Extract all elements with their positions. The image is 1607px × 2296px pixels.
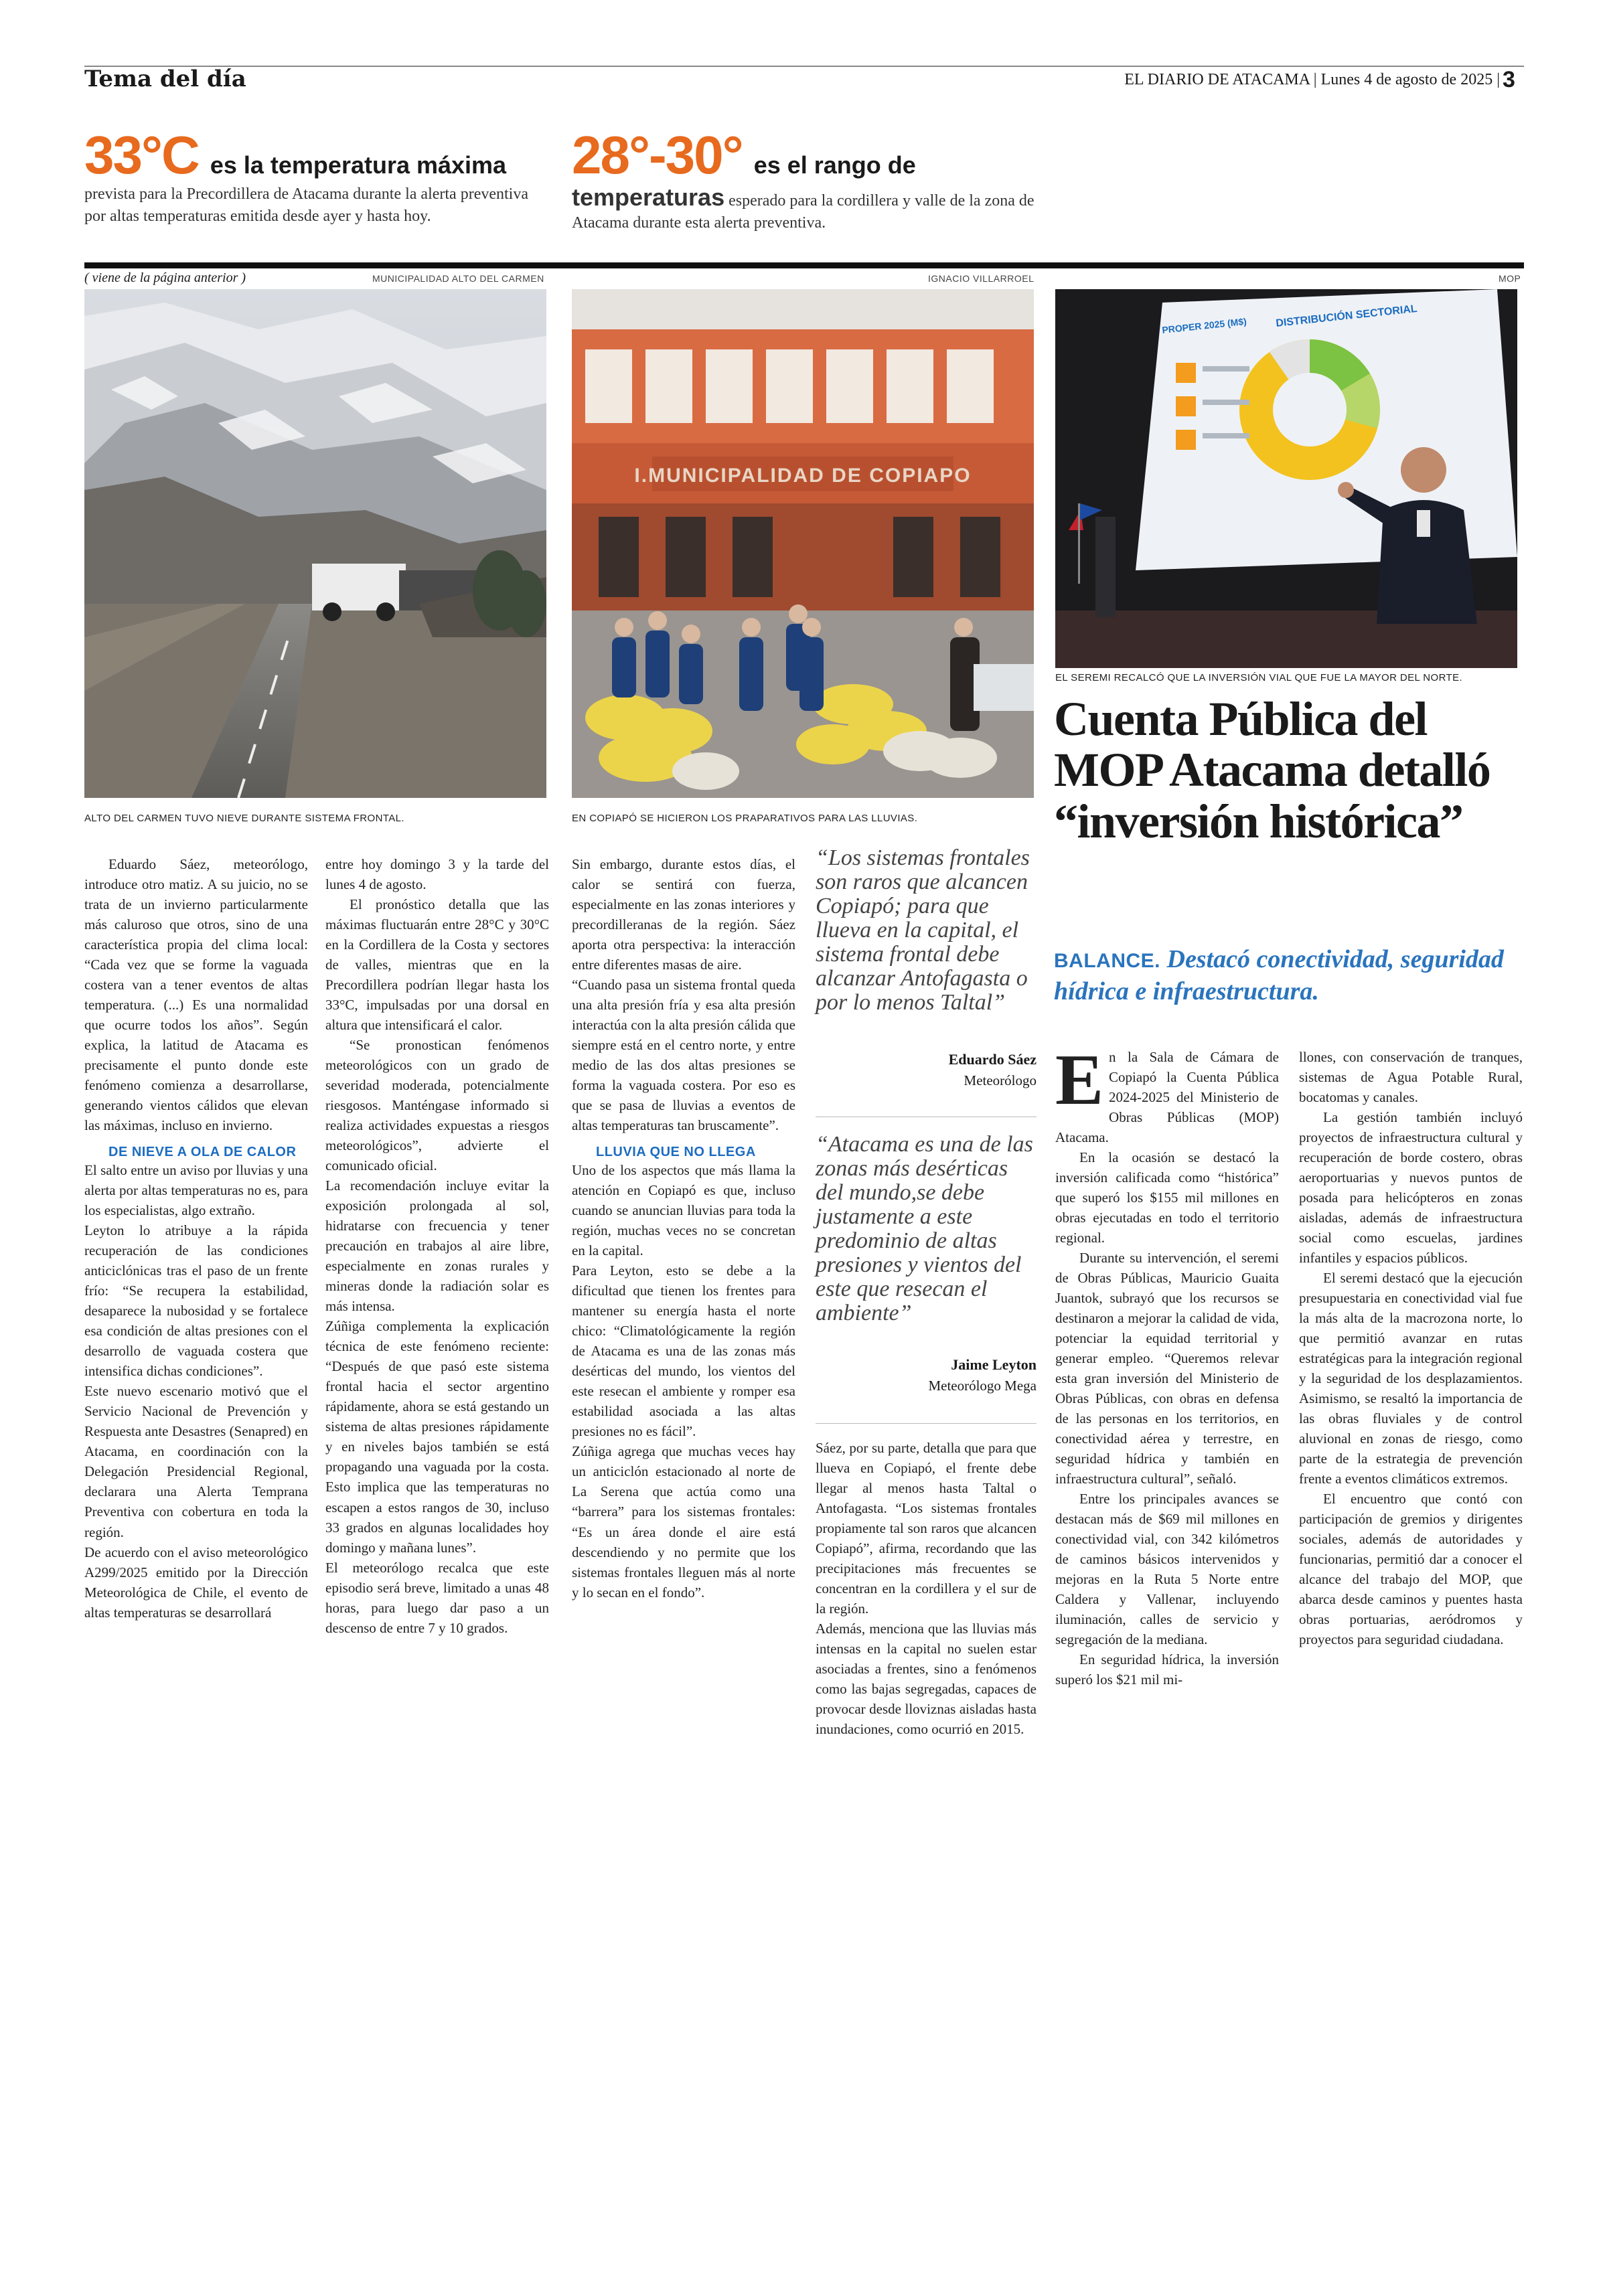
paragraph: En la ocasión se destacó la inversión calificada como “histórica” que superó los $155 mil millones en obras ejecutadas en todo el territorio regional. xyxy=(1055,1149,1279,1246)
mop-col-1 xyxy=(1055,1040,1279,1690)
slide-brand: PROPER 2025 (M$) xyxy=(1161,315,1247,335)
page-number: 3 xyxy=(1503,67,1515,92)
photo-mop-presentation xyxy=(1055,289,1517,668)
stat-text xyxy=(572,183,1041,234)
photo-credit: IGNACIO VILLARROEL xyxy=(928,273,1035,284)
stat-text-body: esperado para la cordillera y valle de la zona de Atacama durante esta alerta preventiva. xyxy=(572,192,1035,232)
paragraph: Zúñiga agrega que muchas veces hay un anticiclón estacionado al norte de La Serena que actúa como una “barrera” para los sistemas frontales: “Es un área donde el aire está descendiendo y no permite que los sistemas frontales lleguen más al norte y lo secan en el fondo”. xyxy=(572,1443,795,1601)
photo-caption: EL SEREMI RECALCÓ QUE LA INVERSIÓN VIAL QUE FUE LA MAYOR DEL NORTE. xyxy=(1055,672,1463,683)
stat-lead: es la temperatura máxima xyxy=(210,151,507,179)
paragraph: Leyton lo atribuye a la rápida recuperación de las condiciones anticiclónicas tras el paso de un frente frío: “Se recupera la estabilidad, desaparece la nubosidad y se fortalece esa condición de altas presiones con el desarrollo de vaguada costera que intensifica dichas condiciones”. xyxy=(84,1222,308,1380)
paragraph: El meteorólogo recalca que este episodio será breve, limitado a unas 48 horas, para luego dar paso a un descenso de entre 7 y 10 grados. xyxy=(325,1559,549,1636)
paragraph: Eduardo Sáez, meteorólogo, introduce otro matiz. A su juicio, no se trata de un invierno particularmente más caluroso que otros, sino de una característica propia del clima local: “Cada vez que se forme la vaguada costera van a tener eventos de altas temperatura. (...) Es una normalidad que ocurre todos los años”. Según explica, la latitud de Atacama es precisamente el punto donde este fenómeno comienza a desarrollarse, generando vientos cálidos que elevan las máximas, incluso en invierno. xyxy=(84,856,308,1134)
continued-note: ( viene de la página anterior ) xyxy=(84,270,246,285)
article-col-1 xyxy=(84,854,308,1623)
paragraph: entre hoy domingo 3 y la tarde del lunes 4 de agosto. xyxy=(325,856,549,893)
slide-title: DISTRIBUCIÓN SECTORIAL xyxy=(1275,303,1418,329)
paragraph: Zúñiga complementa la explicación técnica de este fenómeno reciente: “Después de que pasó este sistema frontal hacia el sector argentino rápidamente, ahora se está gestando un sistema de altas presiones rápidamente y en niveles bajos también se está propagando una vaguada por la costa. Esto implica que las temperaturas no escapen a estos rangos de 30, incluso 33 grados en algunas localidades hoy domingo y mañana lunes”. xyxy=(325,1318,549,1556)
header-rule xyxy=(84,66,1524,67)
photo-municipality xyxy=(572,289,1034,798)
subhead-lluvia: LLUVIA QUE NO LLEGA xyxy=(596,1145,756,1160)
paragraph: El seremi destacó que la ejecución presupuestaria en conectividad vial fue la más alta de la macrozona norte, lo que permitió avanzar en rutas estratégicas para la integración regional y la seguridad de los desplazamientos. Asimismo, se resaltó la importancia de las obras fluviales y de control aluvional en zonas de riesgo, como parte de la estrategia de prevención frente a eventos climáticos extremos. xyxy=(1299,1270,1523,1487)
municipality-sign: I.MUNICIPALIDAD DE COPIAPO xyxy=(634,465,972,487)
paragraph: Entre los principales avances se destacan más de $69 mil millones en conectividad vial, con 342 kilómetros de caminos básicos intervenidos y mejoras en la Ruta 5 Norte entre Caldera y Vallenar, incluyendo iluminación, calles de servicio y segregación de la mediana. xyxy=(1055,1491,1279,1648)
paragraph-lead xyxy=(1055,1040,1279,1147)
paragraph: Para Leyton, esto se debe a la dificultad que tienen los frentes para mantener su energía hasta el norte chico: “Climatológicamente la región de Atacama es una de las zonas más desérticas del mundo, los vientos del este resecan el ambiente y romper esa estabilidad asociada a las altas presiones no es fácil”. xyxy=(572,1262,795,1440)
paragraph: La recomendación incluye evitar la exposición prolongada al sol, hidratarse con frecuencia y tener precaución en trabajos al aire libre, especialmente en zonas rurales y mineras donde la radiación solar es más intensa. xyxy=(325,1177,549,1315)
stat-temp-range xyxy=(572,125,1041,234)
stat-value: 28°-30° xyxy=(572,125,743,185)
photo-credit: MOP xyxy=(1499,273,1521,284)
paragraph: El salto entre un aviso por lluvias y una alerta por altas temperaturas no es, para los especialistas, algo extraño. xyxy=(84,1162,308,1219)
paragraph: “Se pronostican fenómenos meteorológicos con un grado de severidad moderada, potencialmente riesgosos. Manténgase informado si realiza actividades expuestas a riesgos meteorológicos”, advierte el comunicado oficial. xyxy=(325,1037,549,1174)
mop-col-2 xyxy=(1299,1047,1523,1649)
quote-author: Jaime Leyton xyxy=(951,1356,1037,1373)
quote-author: Eduardo Sáez xyxy=(948,1051,1037,1068)
pull-quote-leyton: “Atacama es una de las zonas más desérticas del mundo,se debe justamente a este predominio de altas presiones y vientos del este que resecan el ambiente” xyxy=(816,1132,1033,1326)
lead-text: n la Sala de Cámara de Copiapó la Cuenta Pública 2024-2025 del Ministerio de Obras Públicas (MOP) Atacama. xyxy=(1055,1049,1279,1146)
stat-lead: es el rango de xyxy=(753,151,916,179)
mop-deck xyxy=(1054,944,1523,1007)
subhead-nieve: DE NIEVE A OLA DE CALOR xyxy=(108,1145,297,1160)
quote-role: Meteorólogo xyxy=(964,1072,1037,1088)
section-label: Tema del día xyxy=(84,66,246,92)
deck-tag: BALANCE. xyxy=(1054,950,1160,972)
paragraph: llones, con conservación de tranques, sistemas de Agua Potable Rural, bocatomas y canales. xyxy=(1299,1049,1523,1106)
paragraph: La gestión también incluyó proyectos de infraestructura cultural y recuperación de borde costero, obras aeroportuarias y nuevos puntos de posada para helicópteros en zonas aisladas, además de infraestructura social como escuelas, jardines infantiles y espacios públicos. xyxy=(1299,1109,1523,1266)
paragraph: Uno de los aspectos que más llama la atención en Copiapó es que, incluso cuando se anuncian lluvias para toda la región, muchas veces no se concretan en la capital. xyxy=(572,1162,795,1259)
deck-text: Destacó conectividad, seguridad hídrica e infraestructura. xyxy=(1054,945,1504,1005)
photo-caption: ALTO DEL CARMEN TUVO NIEVE DURANTE SISTEMA FRONTAL. xyxy=(84,813,404,824)
photo-snow-mountain xyxy=(84,289,546,798)
pull-quote-saez: “Los sistemas frontales son raros que alcancen Copiapó; para que llueva en la capital, el sistema frontal debe alcanzar Antofagasta o por lo menos Taltal” xyxy=(816,845,1030,1015)
mop-presentation-illustration xyxy=(1055,289,1517,668)
paragraph: Sin embargo, durante estos días, el calor se sentirá con fuerza, especialmente en las zonas interiores y precordilleranas de la región. Sáez aporta otra perspectiva: la interacción entre diferentes masas de aire. xyxy=(572,856,795,973)
stat-value: 33°C xyxy=(84,125,199,185)
article-col-2 xyxy=(325,854,549,1638)
mop-headline: Cuenta Pública del MOP Atacama detalló “inversión histórica” xyxy=(1054,692,1490,848)
section-band xyxy=(84,262,1524,268)
paragraph: “Cuando pasa un sistema frontal queda una alta presión fría y esa alta presión interactúa con la alta presión cálida que siempre está en el centro norte, y entre medio de las dos altas presiones se forma la vaguada costera. Por eso es que se pasa de lluvias a eventos de altas temperaturas tan bruscamente”. xyxy=(572,977,795,1134)
article-col-3 xyxy=(572,854,795,1603)
dropcap: E xyxy=(1055,1040,1104,1120)
masthead: EL DIARIO DE ATACAMA | Lunes 4 de agosto de 2025 | xyxy=(1124,71,1500,88)
paragraph: Además, menciona que las lluvias más intensas en la capital no suelen estar asociadas a frentes, sino a fenómenos como las bajas segregadas, capaces de provocar desde lloviznas aisladas hasta inundaciones, como ocurrió en 2015. xyxy=(816,1621,1037,1738)
paragraph: El pronóstico detalla que las máximas fluctuarán entre 28°C y 30°C en la Cordillera de la Costa y sectores de valles, mientras que en la Precordillera podrían llegar hasta los 33°C, impulsadas por una dorsal en altura que intensificará el calor. xyxy=(325,896,549,1034)
stat-lead-2: temperaturas xyxy=(572,183,725,211)
paragraph: Este nuevo escenario motivó que el Servicio Nacional de Prevención y Respuesta ante Desastres (Senapred) en Atacama, en coordinación con la Delegación Presidencial Regional, declarara una Alerta Temprana Preventiva con cobertura en toda la región. xyxy=(84,1383,308,1540)
paragraph: Durante su intervención, el seremi de Obras Públicas, Mauricio Guaita Juantok, subrayó que los recursos se destinaron a mejorar la calidad de vida, potenciar la equidad territorial y generar empleo. “Queremos relevar esta gran inversión del Ministerio de Obras Públicas, con obras en defensa de las personas en los territorios, en conectividad aérea y terrestre, en seguridad hídrica y también en infraestructura cultural”, señaló. xyxy=(1055,1250,1279,1487)
stat-max-temp xyxy=(84,125,553,228)
paragraph: En seguridad hídrica, la inversión superó los $21 mil mi- xyxy=(1055,1651,1279,1688)
paragraph: Sáez, por su parte, detalla que para que llueva en Copiapó, el frente debe llegar al menos hasta Taltal o Antofagasta. “Los sistemas frontales propiamente tal son raros que alcancen Copiapó”, afirma, recordando que las precipitaciones más frecuentes se concentran en la cordillera y el sur de la región. xyxy=(816,1440,1037,1617)
article-col-4 xyxy=(816,1438,1037,1739)
stat-text: prevista para la Precordillera de Atacama durante la alerta preventiva por altas temperaturas emitida desde ayer y hasta hoy. xyxy=(84,185,528,226)
paragraph: De acuerdo con el aviso meteorológico A299/2025 emitido por la Dirección Meteorológica de Chile, el evento de altas temperaturas se desarrollará xyxy=(84,1544,308,1621)
paragraph: El encuentro que contó con participación de gremios y dirigentes sociales, además de autoridades y funcionarias, permitió dar a conocer el alcance del trabajo del MOP, que abarca desde caminos y puentes hasta obras portuarias, aeródromos y proyectos para seguridad ciudadana. xyxy=(1299,1491,1523,1648)
municipality-illustration xyxy=(572,289,1034,798)
quote-divider xyxy=(816,1423,1037,1424)
quote-role: Meteorólogo Mega xyxy=(928,1378,1037,1394)
snow-mountain-illustration xyxy=(84,289,546,798)
photo-caption: EN COPIAPÓ SE HICIERON LOS PRAPARATIVOS PARA LAS LLUVIAS. xyxy=(572,813,918,824)
photo-credit: MUNICIPALIDAD ALTO DEL CARMEN xyxy=(372,273,544,284)
